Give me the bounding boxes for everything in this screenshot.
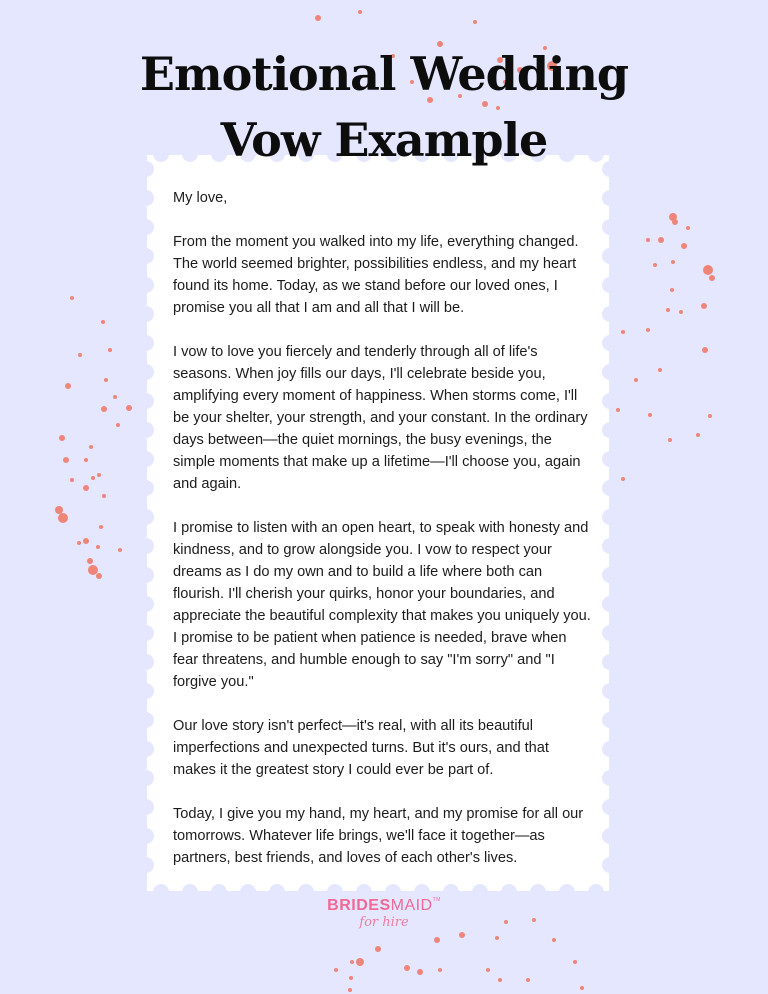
splatter-dot (116, 423, 120, 427)
splatter-dot (102, 494, 106, 498)
splatter-dot (498, 978, 502, 982)
splatter-dot (70, 478, 74, 482)
stamp-scallop-edge (602, 567, 618, 583)
splatter-dot (552, 938, 556, 942)
page-title (0, 41, 768, 173)
splatter-dot (621, 477, 625, 481)
splatter-dot (646, 238, 650, 242)
letter-paragraph-1: From the moment you walked into my life, everything changed. The world seemed brighter, possibilities endless, and my heart found its home. Today, as we stand before our loved ones, I promise you all that I am and all that I will be. (173, 234, 579, 316)
splatter-dot (646, 328, 650, 332)
splatter-dot (118, 548, 122, 552)
splatter-dot (96, 573, 102, 579)
title-line-1: Emotional Wedding (139, 46, 629, 101)
stamp-scallop-edge (138, 277, 154, 293)
splatter-dot (495, 936, 499, 940)
stamp-scallop-edge (138, 799, 154, 815)
stamp-scallop-edge (602, 422, 618, 438)
splatter-dot (702, 347, 708, 353)
splatter-dot (315, 15, 321, 21)
splatter-dot (350, 960, 354, 964)
letter-greeting: My love, (173, 190, 228, 206)
title-line-2: Vow Example (220, 112, 548, 167)
stamp-scallop-edge (602, 857, 618, 873)
stamp-scallop-edge (138, 480, 154, 496)
stamp-scallop-edge (138, 741, 154, 757)
splatter-dot (681, 243, 687, 249)
splatter-dot (96, 545, 100, 549)
splatter-dot (348, 988, 352, 992)
splatter-dot (87, 558, 93, 564)
letter-paragraph-5: Our love story isn't perfect—it's real, with all its beautiful imperfections and unexpected turns. But it's ours, and that makes it the greatest story I could ever be part of. (173, 718, 549, 778)
splatter-dot (349, 976, 353, 980)
brand-logo (0, 897, 768, 930)
stamp-scallop-edge (602, 683, 618, 699)
splatter-dot (375, 946, 381, 952)
splatter-dot (65, 383, 71, 389)
splatter-dot (70, 296, 74, 300)
stamp-scallop-edge (602, 596, 618, 612)
stamp-scallop-edge (138, 306, 154, 322)
stamp-scallop-edge (138, 422, 154, 438)
splatter-dot (59, 435, 65, 441)
stamp-scallop-edge (138, 683, 154, 699)
stamp-scallop-edge (138, 625, 154, 641)
brand-tagline: for hire (359, 915, 409, 930)
splatter-dot (616, 408, 620, 412)
stamp-scallop-edge (138, 596, 154, 612)
stamp-scallop-edge (138, 364, 154, 380)
stamp-scallop-edge (602, 828, 618, 844)
splatter-dot (653, 263, 657, 267)
letter-paragraph-4: I promise to be patient when patience is needed, brave when fear threatens, and humble enough to say "I'm sorry" and "I forgive you." (173, 630, 567, 690)
splatter-dot (97, 473, 101, 477)
splatter-dot (670, 288, 674, 292)
stamp-scallop-edge (138, 567, 154, 583)
splatter-dot (672, 219, 678, 225)
splatter-dot (621, 330, 625, 334)
splatter-dot (417, 969, 423, 975)
stamp-scallop-edge (602, 538, 618, 554)
brand-name-thin: MAID (390, 897, 433, 914)
splatter-dot (58, 513, 68, 523)
stamp-paper-card (147, 155, 609, 891)
splatter-dot (356, 958, 364, 966)
stamp-scallop-edge (602, 306, 618, 322)
splatter-dot (91, 476, 95, 480)
splatter-dot (658, 368, 662, 372)
splatter-dot (99, 525, 103, 529)
splatter-dot (573, 960, 577, 964)
stamp-scallop-edge (602, 248, 618, 264)
splatter-dot (486, 968, 490, 972)
splatter-dot (334, 968, 338, 972)
stamp-scallop-edge (602, 451, 618, 467)
stamp-scallop-edge (602, 799, 618, 815)
stamp-scallop-edge (602, 393, 618, 409)
stamp-scallop-edge (602, 712, 618, 728)
splatter-dot (686, 226, 690, 230)
stamp-scallop-edge (602, 625, 618, 641)
splatter-dot (668, 438, 672, 442)
splatter-dot (434, 937, 440, 943)
splatter-dot (101, 406, 107, 412)
splatter-dot (671, 260, 675, 264)
splatter-dot (679, 310, 683, 314)
stamp-scallop-edge (602, 741, 618, 757)
splatter-dot (77, 541, 81, 545)
splatter-dot (83, 538, 89, 544)
splatter-dot (404, 965, 410, 971)
stamp-scallop-edge (602, 190, 618, 206)
stamp-scallop-edge (602, 219, 618, 235)
stamp-scallop-edge (138, 248, 154, 264)
splatter-dot (108, 348, 112, 352)
splatter-dot (126, 405, 132, 411)
stamp-scallop-edge (138, 219, 154, 235)
stamp-scallop-edge (602, 364, 618, 380)
brand-trademark: TM (432, 897, 441, 903)
splatter-dot (113, 395, 117, 399)
stamp-scallop-edge (138, 190, 154, 206)
stamp-scallop-edge (602, 480, 618, 496)
splatter-dot (658, 237, 664, 243)
splatter-dot (438, 968, 442, 972)
stamp-scallop-edge (138, 654, 154, 670)
stamp-scallop-edge (138, 335, 154, 351)
stamp-scallop-edge (138, 857, 154, 873)
stamp-scallop-edge (138, 393, 154, 409)
letter-paragraph-3: I promise to listen with an open heart, to speak with honesty and kindness, and to grow alongside you. I vow to respect your dreams as I do my own and to build a life where both can flourish. I'll cherish your quirks, honor your boundaries, and appreciate the beautiful complexity that makes you uniquely you. (173, 520, 591, 624)
splatter-dot (358, 10, 362, 14)
stamp-scallop-edge (602, 770, 618, 786)
splatter-dot (648, 413, 652, 417)
splatter-dot (78, 353, 82, 357)
stamp-scallop-edge (138, 451, 154, 467)
splatter-dot (83, 485, 89, 491)
splatter-dot (89, 445, 93, 449)
splatter-dot (63, 457, 69, 463)
letter-paragraph-2: I vow to love you fiercely and tenderly through all of life's seasons. When joy fills our days, I'll celebrate beside you, amplifying every moment of happiness. When storms come, I'll be your shelter, your strength, and your constant. In the ordinary days between—the quiet mornings, the busy evenings, the simple moments that make up a lifetime—I'll choose you, again and again. (173, 344, 588, 492)
splatter-dot (101, 320, 105, 324)
stamp-scallop-edge (138, 770, 154, 786)
splatter-dot (696, 433, 700, 437)
splatter-dot (701, 303, 707, 309)
letter-paragraph-6: Today, I give you my hand, my heart, and my promise for all our tomorrows. Whatever life brings, we'll face it together—as partners, best friends, and loves of each other's lives. (173, 806, 584, 866)
splatter-dot (666, 308, 670, 312)
splatter-dot (709, 275, 715, 281)
stamp-scallop-edge (138, 509, 154, 525)
stamp-scallop-edge (602, 277, 618, 293)
splatter-dot (580, 986, 584, 990)
splatter-dot (104, 378, 108, 382)
splatter-dot (708, 414, 712, 418)
stamp-scallop-edge (602, 335, 618, 351)
stamp-scallop-edge (138, 828, 154, 844)
splatter-dot (703, 265, 713, 275)
stamp-scallop-edge (602, 654, 618, 670)
brand-name-bold: BRIDES (327, 897, 391, 914)
splatter-dot (459, 932, 465, 938)
splatter-dot (634, 378, 638, 382)
splatter-dot (84, 458, 88, 462)
splatter-dot (526, 978, 530, 982)
vow-letter (173, 187, 593, 891)
stamp-scallop-edge (138, 712, 154, 728)
stamp-scallop-edge (138, 538, 154, 554)
splatter-dot (473, 20, 477, 24)
stamp-scallop-edge (602, 509, 618, 525)
